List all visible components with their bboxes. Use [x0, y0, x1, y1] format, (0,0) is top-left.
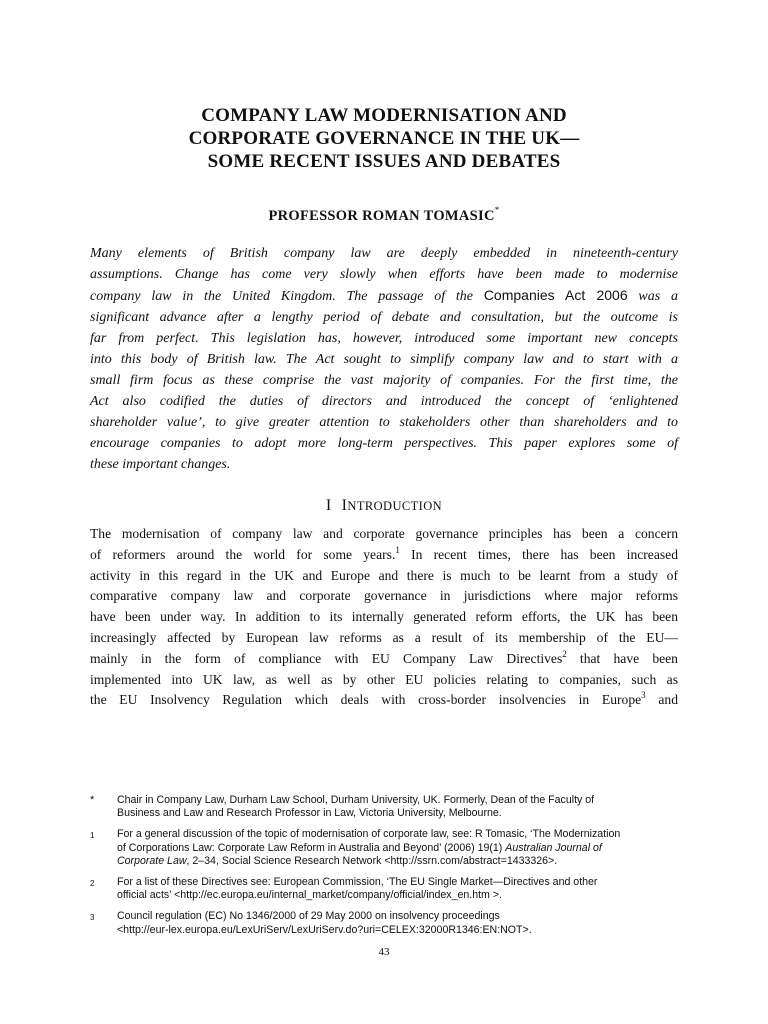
body-text: In recent times, there has been increased	[399, 546, 678, 562]
footnote-mark: 2	[90, 879, 95, 889]
section-title-rest: NTRODUCTION	[347, 499, 443, 513]
footnote-line: <http://eur-lex.europa.eu/LexUriServ/LexUriServ.do?uri=CELEX:32000R1346:EN:NOT>.	[117, 923, 532, 936]
abstract-line: encourage companies to adopt more long-term perspectives. This paper explores some of	[90, 436, 678, 451]
body-line: implemented into UK law, as well as by other EU policies relating to companies, such as	[90, 671, 678, 687]
abstract-line: small firm focus as these comprise the vast majority of companies. For the first time, the	[90, 373, 678, 388]
footnote-line: For a list of these Directives see: European Commission, ‘The EU Single Market—Directives and other	[117, 876, 598, 889]
footnote-line: Chair in Company Law, Durham Law School, Durham University, UK. Formerly, Dean of the Faculty of	[117, 794, 595, 806]
footnote-text-run: , 2–34, Social Science Research Network <http://ssrn.com/abstract=1433326>.	[186, 854, 558, 867]
footnote-text	[117, 876, 678, 902]
abstract-line: shareholder value’, to give greater attention to stakeholders other than shareholders and to	[90, 415, 678, 430]
body-text: that have been	[566, 650, 678, 666]
footnote-text	[117, 910, 678, 936]
author-line	[90, 205, 678, 225]
page-number: 43	[378, 946, 390, 958]
footnote-line	[117, 855, 678, 868]
abstract-line: Act also codified the duties of directors and introduced the concept of ‘enlightened	[90, 394, 678, 409]
body-line: comparative company law and corporate governance in jurisdictions where major reforms	[90, 588, 678, 604]
abstract-line: these important changes.	[90, 457, 231, 472]
footnote	[90, 876, 678, 902]
body-text: of reformers around the world for some years.	[90, 546, 396, 562]
footnote-mark: 3	[90, 913, 95, 923]
abstract-line	[90, 285, 678, 307]
act-name: Companies Act 2006	[483, 287, 628, 303]
body-paragraph	[90, 524, 678, 711]
footnote-ref[interactable]: 2	[562, 648, 567, 659]
section-title-initial: I	[341, 497, 348, 514]
abstract-text: was a	[638, 289, 679, 304]
author-name: PROFESSOR ROMAN TOMASIC	[268, 208, 495, 224]
footnote-ref[interactable]: 3	[641, 690, 646, 701]
journal-title: Corporate Law	[117, 854, 187, 867]
section-heading	[90, 497, 678, 515]
body-line: increasingly affected by European law reforms as a result of its membership of the EU—	[90, 629, 678, 645]
footnote-text	[117, 828, 678, 868]
body-line: have been under way. In addition to its internally generated reform efforts, the UK has been	[90, 609, 678, 625]
body-line: The modernisation of company law and corporate governance principles has been a concern	[90, 526, 678, 541]
footnote-mark: 1	[90, 831, 95, 841]
body-text: and	[645, 692, 678, 708]
footnote-text-run: of Corporations Law: Corporate Law Reform in Australia and Beyond’ (2006) 19(1)	[117, 841, 506, 854]
abstract-text: company law in the United Kingdom. The passage of the	[90, 289, 473, 304]
body-line	[90, 649, 678, 670]
body-text: mainly in the form of compliance with EU Company Law Directives	[90, 650, 563, 666]
abstract	[90, 243, 678, 475]
footnotes	[90, 794, 678, 945]
body-line: activity in this regard in the UK and Europe and there is much to be learnt from a study of	[90, 567, 678, 583]
paper-title	[90, 104, 678, 173]
footnote	[90, 910, 678, 936]
footnote	[90, 794, 678, 820]
footnote-line: Council regulation (EC) No 1346/2000 of 29 May 2000 on insolvency proceedings	[117, 910, 500, 923]
footnote-mark: *	[90, 794, 95, 806]
title-line: CORPORATE GOVERNANCE IN THE UK—	[188, 128, 580, 149]
title-line: SOME RECENT ISSUES AND DEBATES	[207, 151, 561, 172]
footnote-line	[117, 842, 678, 855]
footnote	[90, 828, 678, 868]
footnote-ref[interactable]: 1	[395, 544, 400, 555]
abstract-line: significant advance after a lengthy period of debate and consultation, but the outcome is	[90, 310, 678, 325]
abstract-line: into this body of British law. The Act sought to simplify company law and to start with a	[90, 352, 678, 367]
body-line	[90, 690, 678, 711]
abstract-line: Many elements of British company law are deeply embedded in nineteenth-century	[90, 246, 678, 261]
footnote-line: official acts’ <http://ec.europa.eu/internal_market/company/official/index_en.htm >.	[117, 889, 502, 902]
author-footnote-mark: *	[494, 205, 500, 215]
footnote-line: For a general discussion of the topic of modernisation of corporate law, see: R Tomasic, ‘The Modernization	[117, 828, 621, 841]
abstract-line: assumptions. Change has come very slowly when efforts have been made to modernise	[90, 267, 678, 282]
footnote-line: Business and Law and Research Professor in Law, Victoria University, Melbourne.	[117, 807, 502, 820]
body-text: the EU Insolvency Regulation which deals with cross-border insolvencies in Europe	[90, 692, 642, 708]
title-line: COMPANY LAW MODERNISATION AND	[201, 105, 567, 126]
journal-title: Australian Journal of	[505, 841, 602, 854]
footnote-text	[117, 794, 678, 820]
abstract-line: far from perfect. This legislation has, however, introduced some important new concepts	[90, 331, 678, 346]
section-number: I	[325, 497, 332, 514]
body-line	[90, 545, 678, 566]
